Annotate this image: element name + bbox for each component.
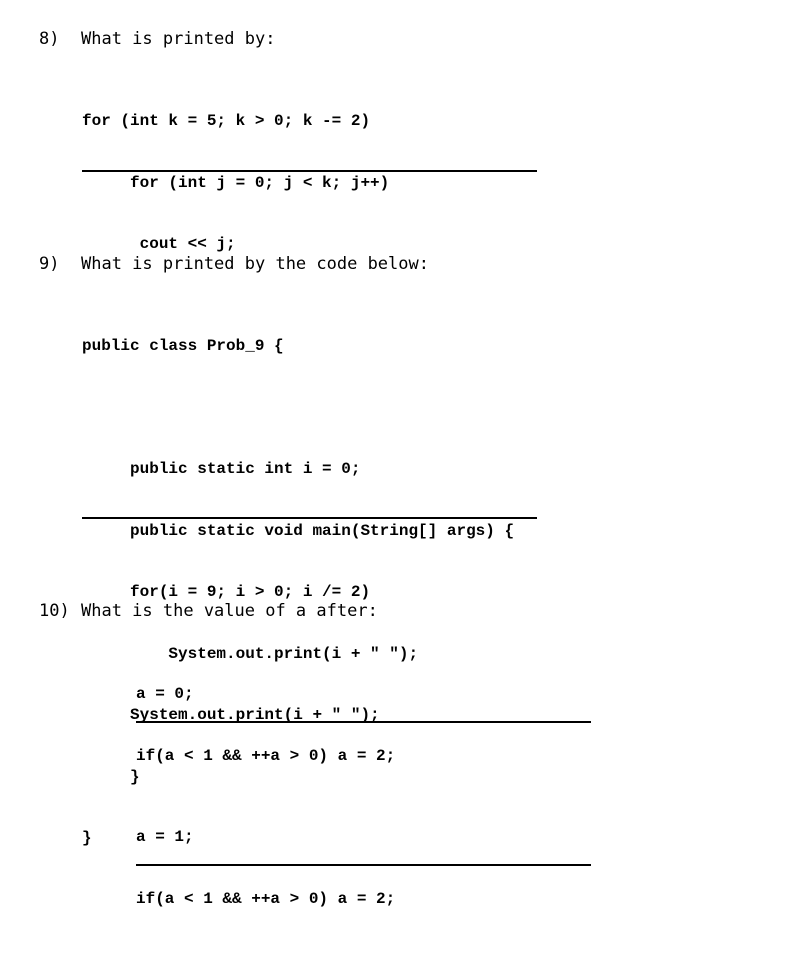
question-9-number: 9): [39, 254, 60, 274]
code-line: System.out.print(i + " ");: [82, 644, 419, 663]
question-10-part-a-code: [136, 643, 395, 787]
question-9-answer-line[interactable]: [82, 517, 537, 519]
code-line: for (int j = 0; j < k; j++): [82, 173, 390, 192]
code-line: cout << j;: [82, 235, 236, 253]
code-line: for (int k = 5; k > 0; k -= 2): [82, 112, 371, 130]
question-8-answer-line[interactable]: [82, 170, 537, 172]
code-line: if(a < 1 && ++a > 0) a = 2;: [136, 889, 396, 908]
question-8: [39, 29, 276, 92]
code-line: [82, 398, 514, 419]
code-line: for(i = 9; i > 0; i /= 2): [82, 583, 371, 601]
code-line: }: [82, 767, 140, 786]
code-line: a = 1;: [136, 828, 194, 846]
question-9: [39, 254, 429, 317]
question-10-part-b-answer-line[interactable]: [136, 864, 591, 866]
code-line: a = 0;: [136, 685, 194, 703]
code-line: }: [82, 829, 92, 847]
question-9-text: What is printed by the code below:: [81, 254, 429, 274]
code-line: public static void main(String[] args) {: [82, 521, 515, 540]
code-line: public class Prob_9 {: [82, 337, 284, 355]
question-10-part-a-answer-line[interactable]: [136, 721, 591, 723]
question-8-text: What is printed by:: [81, 29, 276, 49]
code-line: System.out.print(i + " ");: [82, 706, 380, 724]
question-10-text: What is the value of a after:: [81, 601, 378, 621]
code-line: public static int i = 0;: [82, 460, 361, 478]
code-line: if(a < 1 && ++a > 0) a = 2;: [136, 746, 396, 765]
question-8-code: [82, 70, 389, 275]
question-8-number: 8): [39, 29, 60, 49]
question-10-part-b-code: [136, 786, 395, 930]
question-10-number: 10): [39, 601, 70, 621]
